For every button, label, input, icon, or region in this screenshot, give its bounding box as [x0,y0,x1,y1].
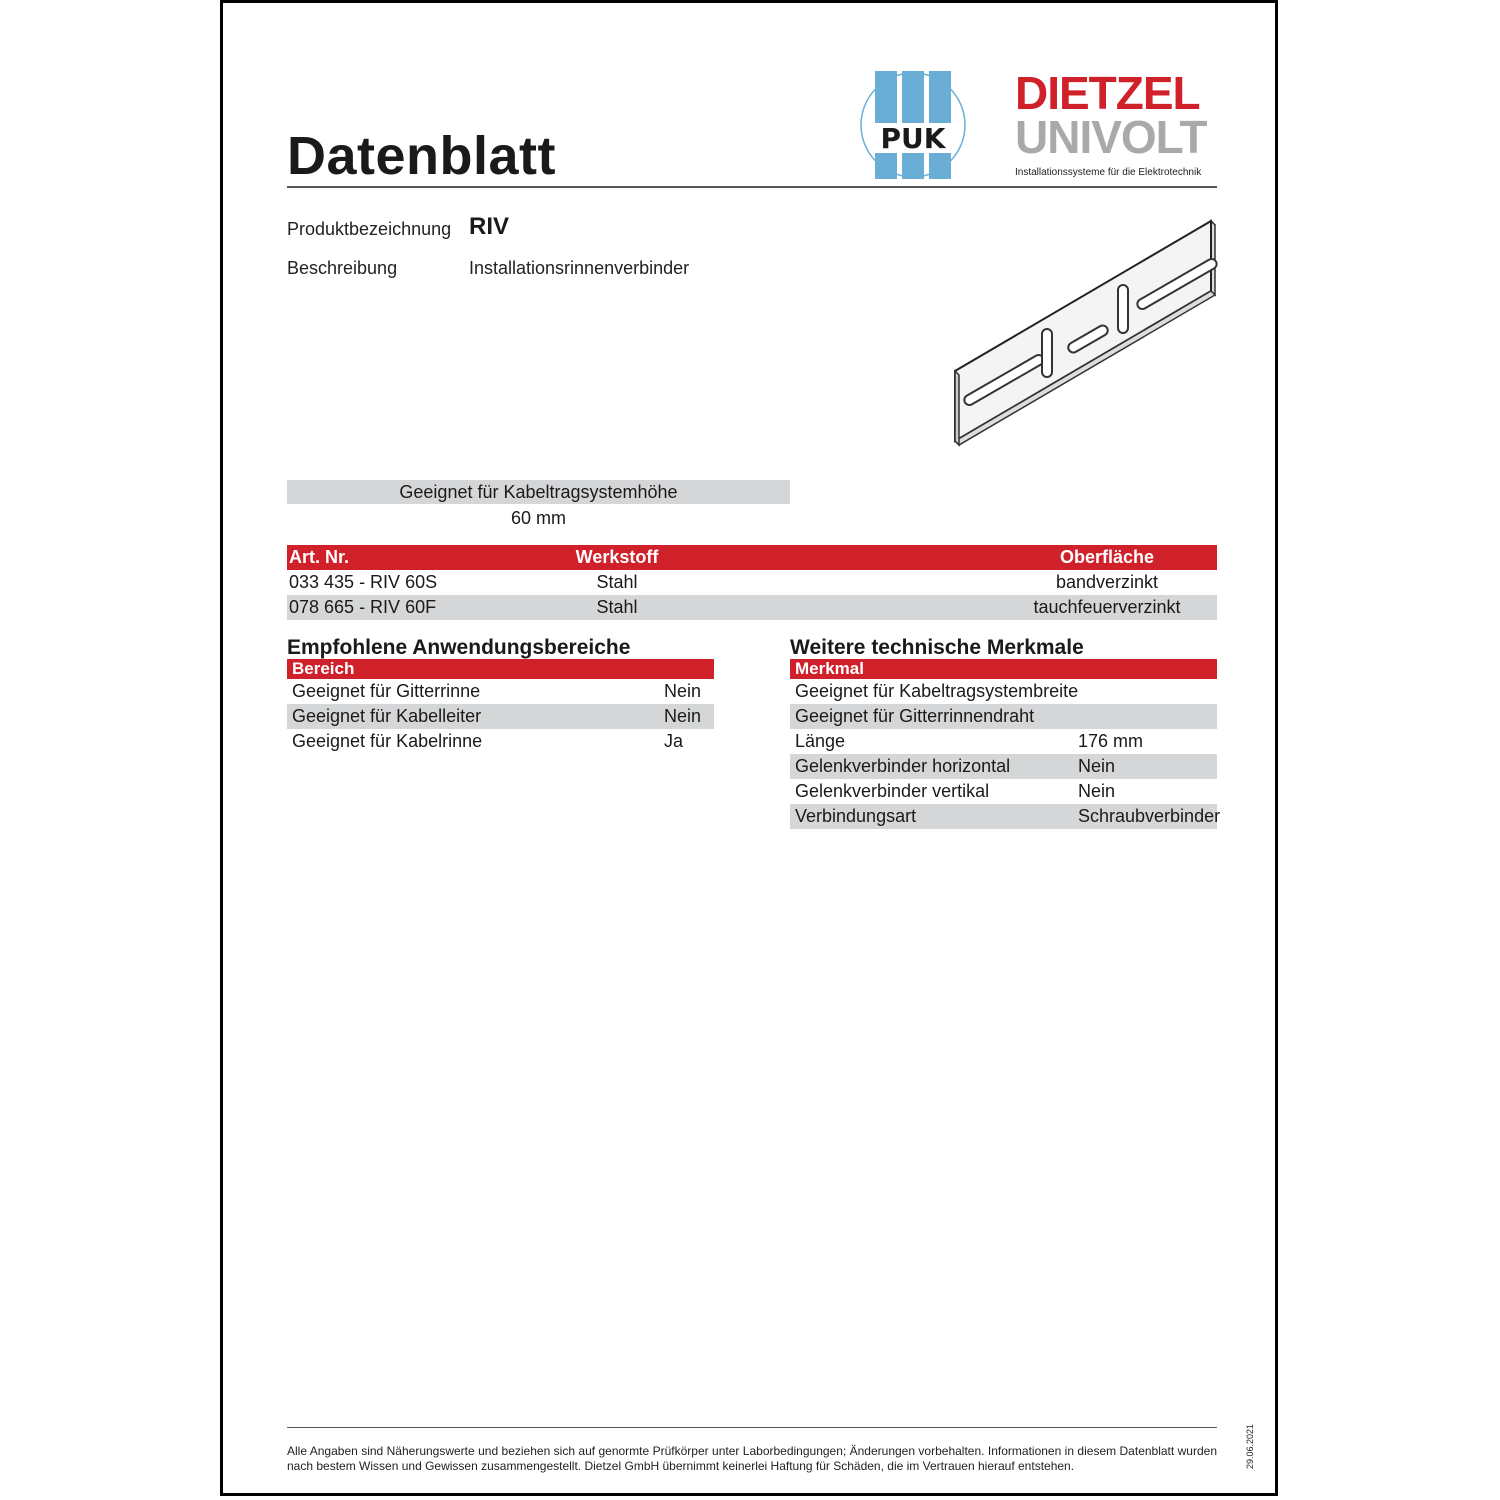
anwendung-table [287,659,714,754]
werkstoff: Stahl [596,572,638,592]
logo-line-univolt: UNIVOLT [1015,111,1207,163]
table-row [790,704,1217,729]
row-value: Nein [1078,756,1116,776]
table-row [790,754,1217,779]
merkmale-table [790,659,1221,829]
oberflaeche: tauchfeuerverzinkt [1033,597,1181,617]
row-label: Länge [795,731,846,751]
table-row [790,679,1217,704]
row-label: Gelenkverbinder vertikal [795,781,990,801]
anwendung-title: Empfohlene Anwendungsbereiche [287,636,631,659]
logo-line-dietzel: DIETZEL [1015,67,1200,119]
product-image [947,213,1222,453]
row-label: Gelenkverbinder horizontal [795,756,1011,776]
header-art-nr: Art. Nr. [289,547,350,567]
datasheet-page [220,0,1278,1496]
date-stamp [1229,1423,1269,1473]
row-value: Nein [664,706,702,726]
table-row [287,595,1217,620]
header-oberflaeche: Oberfläche [1059,547,1155,567]
article-table [287,545,1217,620]
height-value: 60 mm [510,508,566,528]
row-value: Schraubverbinder [1078,806,1221,826]
puk-logo [857,71,969,179]
logo-tagline: Installationssysteme für die Elektrotechnik [1015,167,1202,178]
row-label: Geeignet für Kabeltragsystembreite [795,681,1079,701]
table-row [287,570,1217,595]
page-title: Datenblatt [287,126,557,186]
art-nr: 078 665 - RIV 60F [289,597,437,617]
height-label: Geeignet für Kabeltragsystemhöhe [287,480,790,504]
row-label: Geeignet für Gitterrinne [292,681,481,701]
table-row [287,704,714,729]
row-value: 176 mm [1078,731,1144,751]
description-label: Beschreibung [287,258,398,278]
footer-disclaimer: Alle Angaben sind Näherungswerte und beziehen sich auf genormte Prüfkörper unter Laborbedingungen; Änderungen vorbehalten. Informationen in diesem Datenblatt wurden nach bestem Wissen und Gewissen zusammengestellt. Dietzel GmbH übernimmt keinerlei Haftung für Schäden, die im Vertrauen hierauf entstehen. [287,1444,1217,1473]
art-nr: 033 435 - RIV 60S [289,572,438,592]
header-werkstoff: Werkstoff [575,547,659,567]
table-row [790,779,1217,804]
row-label: Geeignet für Kabelrinne [292,731,483,751]
table-row [790,804,1221,829]
article-table-header [287,545,1217,570]
date-text: 29.06.2021 [1245,1423,1255,1469]
title-divider [287,186,1217,188]
row-label: Verbindungsart [795,806,917,826]
oberflaeche: bandverzinkt [1055,572,1159,592]
table-row [287,679,714,704]
merkmale-title: Weitere technische Merkmale [790,636,1084,659]
description-value: Installationsrinnenverbinder [469,258,690,278]
product-name-value: RIV [469,213,510,240]
werkstoff: Stahl [596,597,638,617]
table-row [790,729,1217,754]
row-value: Ja [664,731,684,751]
merkmale-header: Merkmal [790,659,1217,679]
row-label: Geeignet für Gitterrinnendraht [795,706,1035,726]
row-label: Geeignet für Kabelleiter [292,706,482,726]
dietzel-univolt-logo [1015,67,1217,178]
row-value: Nein [1078,781,1116,801]
product-name-label: Produktbezeichnung [287,219,452,239]
table-row [287,729,714,754]
anwendung-header: Bereich [287,659,714,679]
puk-logo-text: PUK [880,122,946,155]
footer-divider [287,1427,1217,1428]
row-value: Nein [664,681,702,701]
